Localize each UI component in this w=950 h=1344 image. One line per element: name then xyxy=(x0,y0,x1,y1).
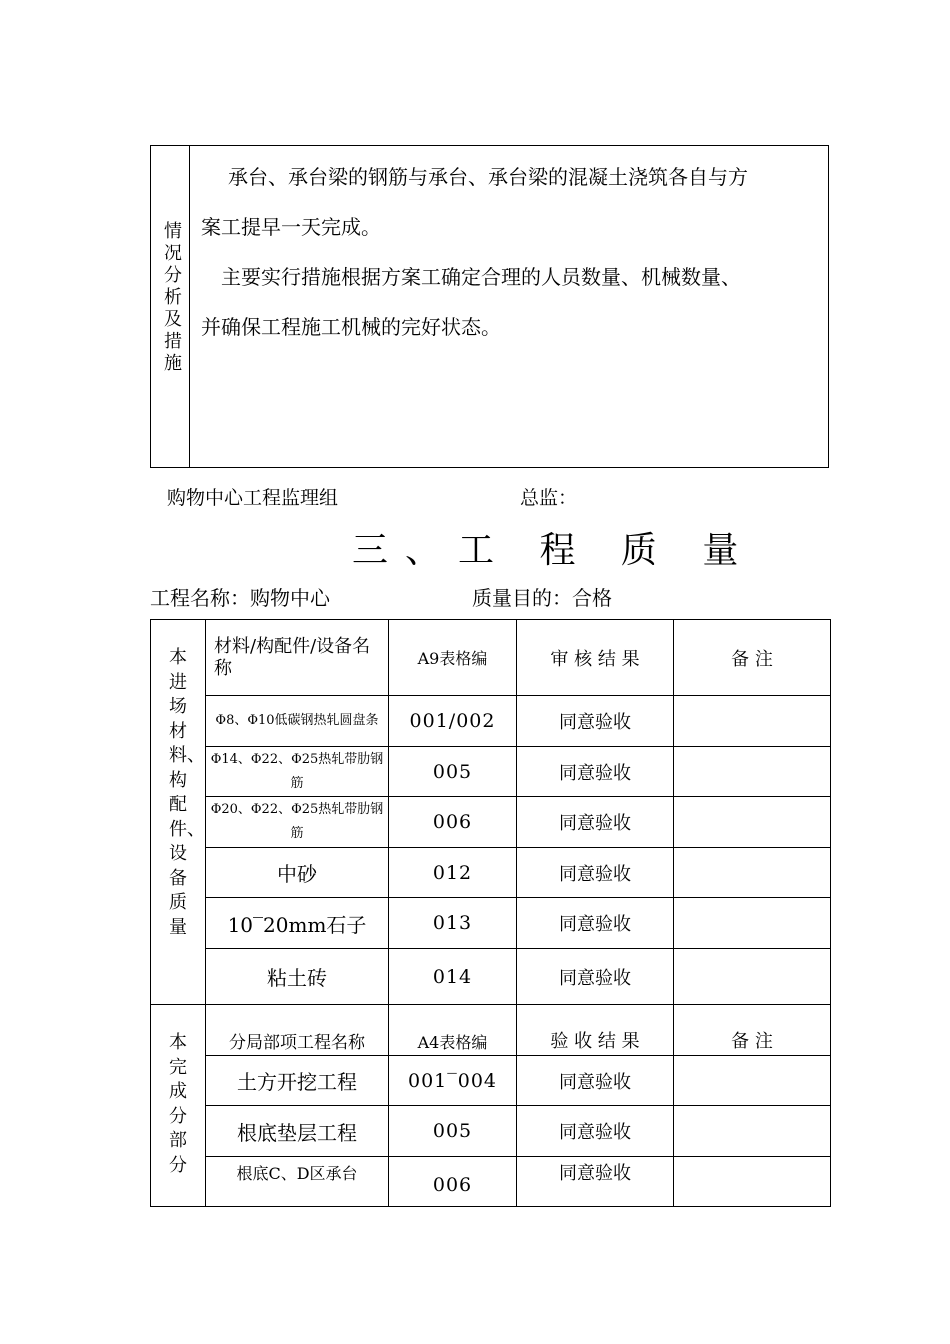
analysis-section xyxy=(150,145,829,468)
analysis-line-3: 主要实行措施根据方案工确定合理的人员数量、机械数量、 xyxy=(221,265,741,289)
table-row xyxy=(151,848,831,898)
table-row xyxy=(151,747,831,797)
work-name: 根底C、D区承台 xyxy=(206,1157,389,1207)
header-form-code: A9表格编 xyxy=(389,620,517,696)
header-form-code: A4表格编 xyxy=(389,1005,517,1056)
form-code: 013 xyxy=(389,898,517,949)
materials-side-label: 本进场材料、构配件、设备质量 xyxy=(151,620,206,1005)
note-cell xyxy=(674,1056,831,1106)
material-name: 中砂 xyxy=(206,848,389,898)
header-review-result: 审 核 结 果 xyxy=(517,620,674,696)
table-row xyxy=(151,1157,831,1207)
quality-target: 质量目的：合格 xyxy=(472,586,612,610)
table-row xyxy=(151,1056,831,1106)
note-cell xyxy=(674,949,831,1005)
footer-supervisor: 总监： xyxy=(520,487,578,509)
work-name: 土方开挖工程 xyxy=(206,1056,389,1106)
note-cell xyxy=(674,848,831,898)
section-title: 三、工 程 质 量 xyxy=(352,530,756,571)
form-code: 012 xyxy=(389,848,517,898)
form-code: 001‾004 xyxy=(389,1056,517,1106)
header-note: 备 注 xyxy=(674,620,831,696)
material-name: Φ8、Φ10低碳钢热轧圆盘条 xyxy=(206,696,389,747)
note-cell xyxy=(674,1106,831,1157)
project-name: 工程名称：购物中心 xyxy=(150,586,330,610)
table-row xyxy=(151,797,831,848)
table-row xyxy=(151,898,831,949)
footer-org: 购物中心工程监理组 xyxy=(167,487,339,509)
header-material-name: 材料/构配件/设备名称 xyxy=(206,620,389,696)
form-code: 001/002 xyxy=(389,696,517,747)
form-code: 006 xyxy=(389,797,517,848)
works-table xyxy=(150,1004,831,1207)
form-code: 005 xyxy=(389,1106,517,1157)
note-cell xyxy=(674,797,831,848)
table-row xyxy=(151,1106,831,1157)
review-result: 同意验收 xyxy=(517,848,674,898)
table-header-row xyxy=(151,620,831,696)
table-row xyxy=(151,949,831,1005)
work-name: 根底垫层工程 xyxy=(206,1106,389,1157)
header-work-name: 分局部项工程名称 xyxy=(206,1005,389,1056)
note-cell xyxy=(674,898,831,949)
analysis-line-2: 案工提早一天完成。 xyxy=(201,215,381,239)
analysis-line-1: 承台、承台梁的钢筋与承台、承台梁的混凝土浇筑各自与方 xyxy=(228,165,748,189)
note-cell xyxy=(674,747,831,797)
form-code: 014 xyxy=(389,949,517,1005)
header-note: 备 注 xyxy=(674,1005,831,1056)
table-row xyxy=(151,696,831,747)
acceptance-result: 同意验收 xyxy=(517,1106,674,1157)
review-result: 同意验收 xyxy=(517,797,674,848)
material-name: 10‾20mm石子 xyxy=(206,898,389,949)
header-acceptance-result: 验 收 结 果 xyxy=(517,1005,674,1056)
analysis-side-label: 情况分析及措施 xyxy=(161,221,182,375)
note-cell xyxy=(674,696,831,747)
works-side-label: 本完成分部分 xyxy=(151,1005,206,1207)
acceptance-result: 同意验收 xyxy=(517,1157,674,1207)
analysis-side-cell xyxy=(151,146,190,467)
materials-table xyxy=(150,619,831,1005)
review-result: 同意验收 xyxy=(517,898,674,949)
form-code: 005 xyxy=(389,747,517,797)
material-name: 粘土砖 xyxy=(206,949,389,1005)
review-result: 同意验收 xyxy=(517,747,674,797)
analysis-line-4: 并确保工程施工机械的完好状态。 xyxy=(201,315,501,339)
note-cell xyxy=(674,1157,831,1207)
acceptance-result: 同意验收 xyxy=(517,1056,674,1106)
form-code: 006 xyxy=(389,1157,517,1207)
material-name: Φ20、Φ22、Φ25热轧带肋钢筋 xyxy=(206,797,389,848)
review-result: 同意验收 xyxy=(517,949,674,1005)
material-name: Φ14、Φ22、Φ25热轧带肋钢筋 xyxy=(206,747,389,797)
review-result: 同意验收 xyxy=(517,696,674,747)
table-header-row xyxy=(151,1005,831,1056)
